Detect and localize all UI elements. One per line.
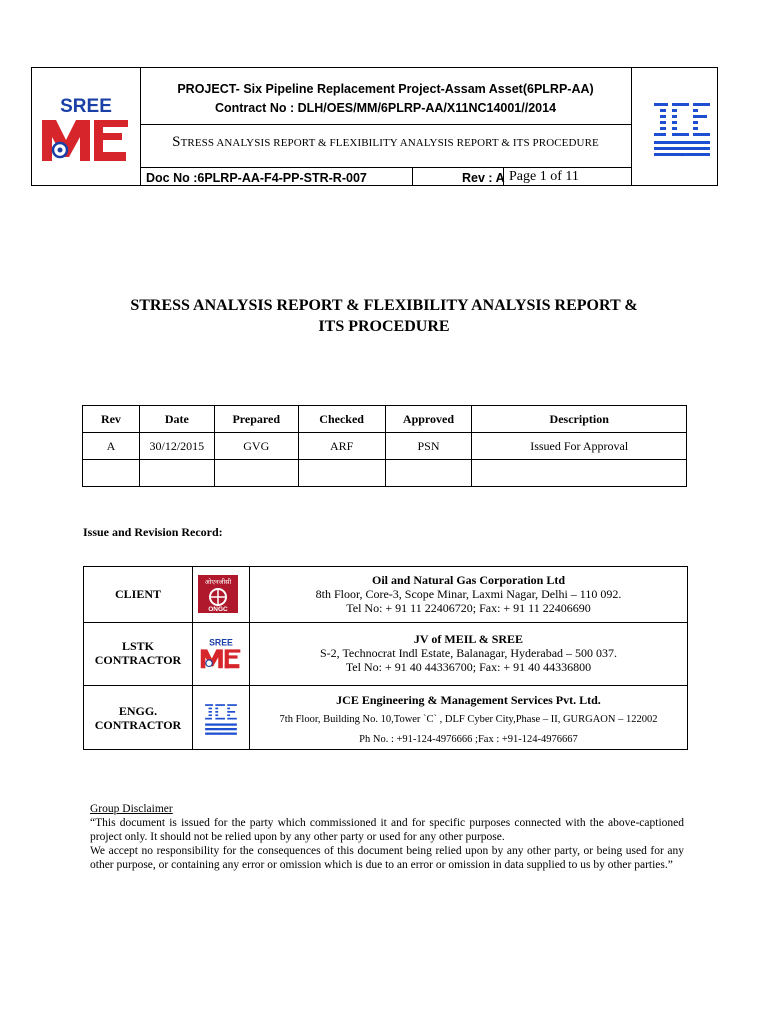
table-cell: [83, 460, 140, 487]
party-address: 8th Floor, Core-3, Scope Minar, Laxmi Nagar, Delhi – 110 092.: [315, 587, 622, 601]
jce-logo-small: [204, 703, 238, 741]
disclaimer-paragraph: We accept no responsibility for the consequences of this document being relied upon by any other party, or being used for any other purpose, or containing any error or omission which is due to an error or omission in data supplied to us by other parties.”: [90, 845, 684, 871]
page-indicator: Page 1 of 11: [509, 169, 579, 184]
column-header: Approved: [385, 406, 472, 433]
party-address: S-2, Technocrat Indl Estate, Balanagar, Hyderabad – 500 037.: [319, 646, 618, 660]
header-divider: [631, 68, 632, 185]
table-row: [83, 433, 687, 460]
party-address: 7th Floor, Building No. 10,Tower `C` , DLF Cyber City,Phase – II, GURGAON – 122002: [279, 714, 658, 725]
table-cell: GVG: [214, 433, 298, 460]
party-role: [84, 639, 192, 667]
document-number: Doc No :6PLRP-AA-F4-PP-STR-R-007: [146, 171, 367, 185]
party-phone: Ph No. : +91-124-4976666 ;Fax : +91-124-4976667: [359, 734, 578, 745]
ongc-logo: [198, 575, 238, 618]
column-header: Date: [139, 406, 214, 433]
party-role: [84, 704, 192, 732]
table-cell: [472, 460, 687, 487]
disclaimer-heading: Group Disclaimer: [90, 803, 173, 815]
jce-logo: [652, 101, 712, 159]
header-divider: [140, 124, 631, 125]
contract-number: Contract No : DLH/OES/MM/6PLRP-AA/X11NC14001//2014: [214, 101, 557, 115]
table-cell: ARF: [298, 433, 385, 460]
column-header: Description: [472, 406, 687, 433]
table-cell: [139, 460, 214, 487]
table-cell: [214, 460, 298, 487]
party-row-engg: [84, 686, 687, 749]
project-heading: [142, 80, 629, 118]
sree-logo-text: SREE: [60, 96, 112, 117]
sree-small-logo-text: SREE: [209, 637, 233, 648]
title-line-1: STRESS ANALYSIS REPORT & FLEXIBILITY ANALYSIS REPORT &: [130, 297, 638, 314]
party-info: [250, 573, 687, 615]
table-cell: [385, 460, 472, 487]
table-header-row: [83, 406, 687, 433]
party-row-lstk: [84, 623, 687, 685]
table-cell: [298, 460, 385, 487]
role-line: CONTRACTOR: [94, 718, 182, 732]
revision-table: [82, 405, 687, 487]
party-info: [250, 693, 687, 747]
group-disclaimer: [90, 802, 684, 872]
party-name: Oil and Natural Gas Corporation Ltd: [371, 573, 566, 587]
revision-label: Rev : A: [462, 171, 505, 185]
table-cell: Issued For Approval: [472, 433, 687, 460]
role-line: CLIENT: [114, 587, 161, 601]
column-header: Checked: [298, 406, 385, 433]
header-divider: [140, 167, 631, 168]
document-title: [80, 295, 688, 337]
sree-logo: [36, 95, 136, 165]
column-header: Rev: [83, 406, 140, 433]
subject-initial: S: [172, 134, 181, 150]
column-header: Prepared: [214, 406, 298, 433]
project-name: PROJECT- Six Pipeline Replacement Project-Assam Asset(6PLRP-AA): [177, 82, 594, 96]
role-line: CONTRACTOR: [94, 653, 182, 667]
parties-table: [83, 566, 688, 750]
party-role: [84, 587, 192, 601]
title-line-2: ITS PROCEDURE: [318, 318, 450, 335]
table-cell: 30/12/2015: [139, 433, 214, 460]
subject-text: TRESS ANALYSIS REPORT & FLEXIBILITY ANALYSIS REPORT & ITS PROCEDURE: [180, 137, 599, 149]
document-subject: [142, 134, 629, 151]
ongc-logo-hindi: ओएनजीसी: [204, 578, 232, 586]
table-cell: A: [83, 433, 140, 460]
issue-revision-label: Issue and Revision Record:: [83, 525, 223, 539]
party-name: JV of MEIL & SREE: [413, 632, 524, 646]
ongc-logo-text: ONGC: [208, 606, 228, 613]
role-line: ENGG.: [118, 704, 158, 718]
party-row-client: [84, 567, 687, 622]
party-name: JCE Engineering & Management Services Pvt. Ltd.: [336, 693, 601, 707]
party-info: [250, 632, 687, 674]
party-phone: Tel No: + 91 40 44336700; Fax: + 91 40 44336800: [345, 660, 592, 674]
sree-logo-small: [198, 635, 244, 678]
jce-logo-text: JCE: [681, 157, 683, 158]
table-cell: PSN: [385, 433, 472, 460]
disclaimer-paragraph: “This document is issued for the party which commissioned it and for specific purposes connected with the above-captioned project only. It should not be relied upon by any other party or used for any other purpose.: [90, 817, 684, 843]
role-line: LSTK: [121, 639, 154, 653]
table-row: [83, 460, 687, 487]
party-phone: Tel No: + 91 11 22406720; Fax: + 91 11 22406690: [346, 601, 591, 615]
header-divider: [412, 167, 413, 186]
document-header: [31, 67, 718, 186]
